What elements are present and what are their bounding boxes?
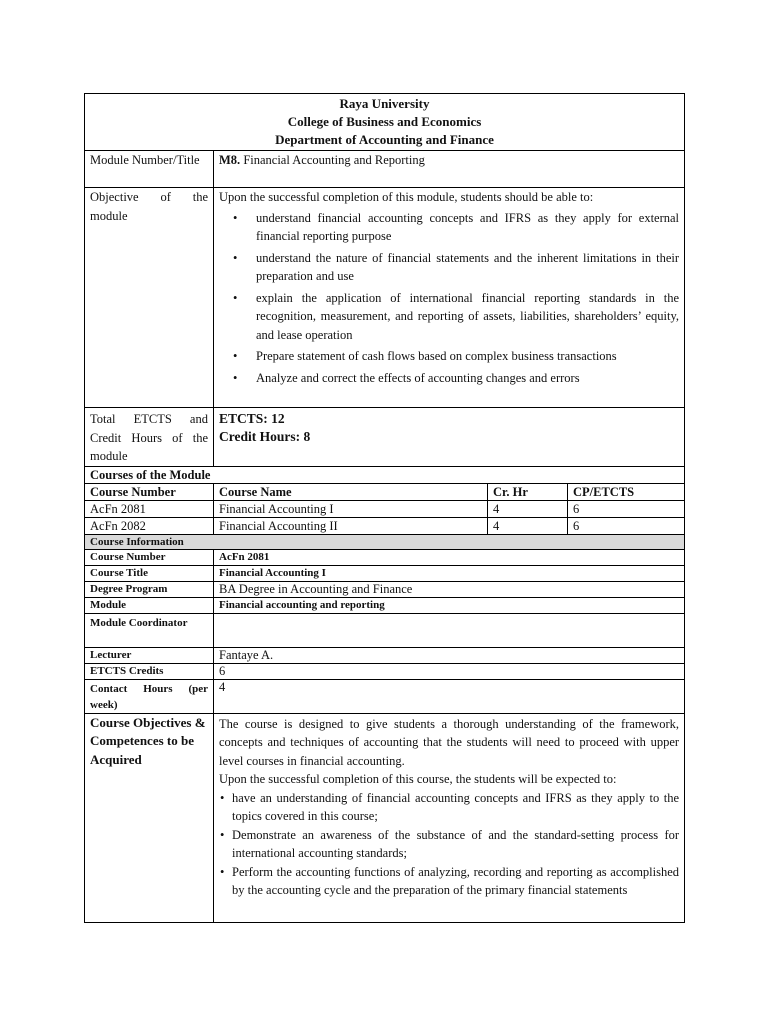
course-objectives-para1: The course is designed to give students a thorough understanding of the framework, concepts and techniques of accounting that the students will need to proceed with upper level courses in financial accounting. xyxy=(219,716,680,768)
objective-intro: Upon the successful completion of this module, students should be able to: xyxy=(219,190,594,204)
col-course-name: Course Name xyxy=(214,483,488,500)
list-item: • Analyze and correct the effects of accounting changes and errors xyxy=(219,369,679,388)
info-value: Fantaye A. xyxy=(214,647,685,663)
cr-hr-cell: 4 xyxy=(488,500,568,517)
cr-hr-cell: 4 xyxy=(488,517,568,534)
course-objectives-list xyxy=(219,789,679,900)
info-row xyxy=(85,549,685,565)
course-objectives-content xyxy=(214,713,685,922)
objective-label: Objective of the module xyxy=(85,188,214,408)
info-label: Module xyxy=(85,597,214,613)
course-objectives-label: Course Objectives & Competences to be Acquired xyxy=(85,713,214,922)
course-number-cell: AcFn 2081 xyxy=(85,500,214,517)
course-info-section-title: Course Information xyxy=(85,534,685,549)
table-row xyxy=(85,500,685,517)
course-name-cell: Financial Accounting I xyxy=(214,500,488,517)
info-label: Contact Hours (per week) xyxy=(85,679,214,713)
info-row xyxy=(85,597,685,613)
col-cr-hr: Cr. Hr xyxy=(488,483,568,500)
list-item: • Perform the accounting functions of analyzing, recording and reporting as accomplished by the accounting cycle and the preparation of the primary financial statements xyxy=(219,863,679,900)
info-row xyxy=(85,679,685,713)
module-table xyxy=(84,93,685,923)
info-row xyxy=(85,613,685,647)
course-name-cell: Financial Accounting II xyxy=(214,517,488,534)
course-info-section-row xyxy=(85,534,685,549)
info-value: Financial accounting and reporting xyxy=(214,597,685,613)
module-title: Financial Accounting and Reporting xyxy=(243,153,425,167)
info-value xyxy=(214,613,685,647)
table-row xyxy=(85,517,685,534)
info-row xyxy=(85,581,685,597)
info-value: 4 xyxy=(214,679,685,713)
info-label: Degree Program xyxy=(85,581,214,597)
module-value xyxy=(214,151,685,188)
courses-section-title: Courses of the Module xyxy=(85,466,685,483)
info-label: ETCTS Credits xyxy=(85,663,214,679)
courses-section-row xyxy=(85,466,685,483)
module-code: M8. xyxy=(219,153,241,167)
info-label: Course Title xyxy=(85,565,214,581)
header-row xyxy=(85,94,685,151)
info-row xyxy=(85,663,685,679)
list-item: • understand the nature of financial statements and the inherent limitations in their preparation and use xyxy=(219,249,679,286)
col-course-number: Course Number xyxy=(85,483,214,500)
info-value: Financial Accounting I xyxy=(214,565,685,581)
totals-label: Total ETCTS and Credit Hours of the module xyxy=(85,408,214,467)
list-item: • explain the application of international financial reporting standards in the recognition, measurement, and reporting of assets, liabilities, shareholders’ equity, and lease operation xyxy=(219,289,679,345)
cp-etcts-cell: 6 xyxy=(568,500,685,517)
totals-values xyxy=(214,408,685,467)
info-label: Lecturer xyxy=(85,647,214,663)
document-header xyxy=(85,94,685,151)
objective-row xyxy=(85,188,685,408)
credit-hours-value: Credit Hours: 8 xyxy=(219,429,311,444)
list-item: • Demonstrate an awareness of the substance of and the standard-setting process for international accounting standards; xyxy=(219,826,679,863)
module-document xyxy=(84,93,684,923)
module-title-row xyxy=(85,151,685,188)
university-name: Raya University xyxy=(339,96,430,111)
module-label: Module Number/Title xyxy=(85,151,214,188)
college-name: College of Business and Economics xyxy=(287,114,482,129)
cp-etcts-cell: 6 xyxy=(568,517,685,534)
course-objectives-para2: Upon the successful completion of this course, the students will be expected to: xyxy=(219,772,617,786)
info-value: AcFn 2081 xyxy=(214,549,685,565)
course-objectives-row xyxy=(85,713,685,922)
list-item: • have an understanding of financial accounting concepts and IFRS as they apply to the topics covered in this course; xyxy=(219,789,679,826)
info-row xyxy=(85,647,685,663)
etcts-value: ETCTS: 12 xyxy=(219,411,285,426)
info-value: BA Degree in Accounting and Finance xyxy=(214,581,685,597)
objective-list xyxy=(219,209,679,388)
course-number-cell: AcFn 2082 xyxy=(85,517,214,534)
col-cp-etcts: CP/ETCTS xyxy=(568,483,685,500)
info-value: 6 xyxy=(214,663,685,679)
info-label: Course Number xyxy=(85,549,214,565)
info-row xyxy=(85,565,685,581)
courses-header-row xyxy=(85,483,685,500)
info-label: Module Coordinator xyxy=(85,613,214,647)
list-item: • understand financial accounting concepts and IFRS as they apply for external financial reporting purpose xyxy=(219,209,679,246)
objective-content xyxy=(214,188,685,408)
totals-row xyxy=(85,408,685,467)
list-item: • Prepare statement of cash flows based on complex business transactions xyxy=(219,347,679,366)
department-name: Department of Accounting and Finance xyxy=(275,132,494,147)
